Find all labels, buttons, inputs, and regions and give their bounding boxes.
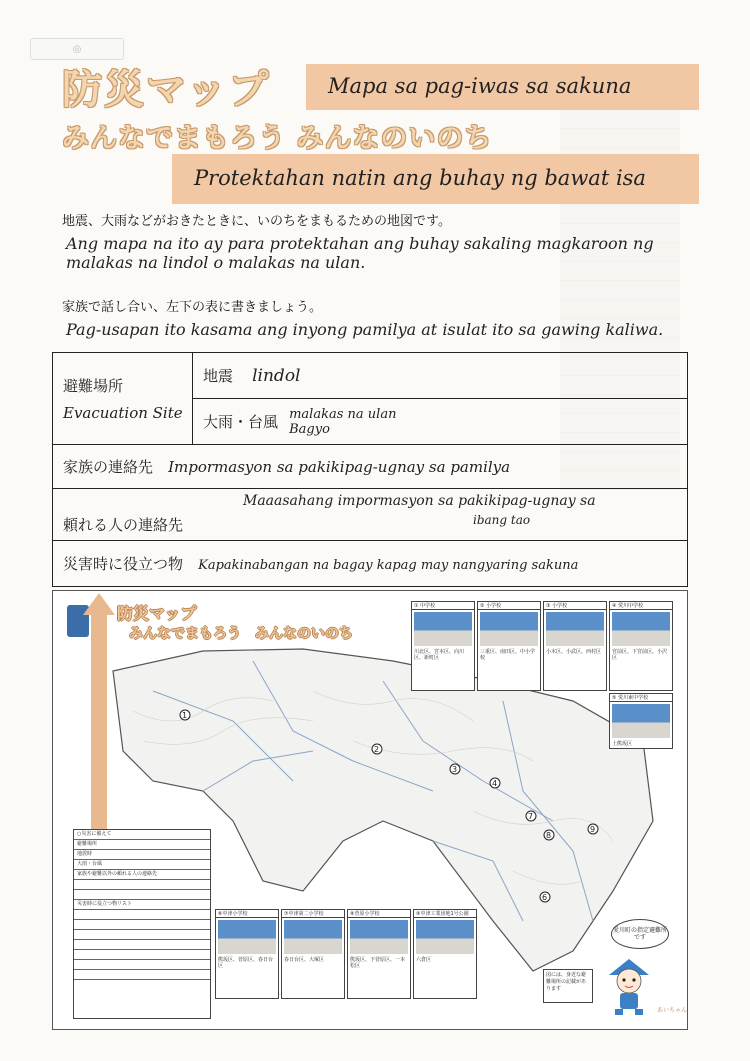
photo-card [411, 601, 475, 691]
form-row: 地震時 [74, 850, 210, 860]
rain-tl-1: malakas na ulan [289, 406, 397, 422]
photo-card [347, 909, 411, 999]
svg-text:9: 9 [590, 825, 596, 834]
trusted-tl-2: ibang tao [473, 513, 531, 527]
disaster-prep-form [73, 829, 211, 1019]
form-row [74, 930, 210, 940]
title-jp: 防災マップ [62, 67, 271, 113]
photo-label: ② 小学校 [478, 602, 540, 610]
photo-caption: 小木区、小武区、西村区 [546, 649, 602, 655]
photo-label: ⑤ 愛川東中学校 [610, 694, 672, 702]
family-tl: Impormasyon sa pakikipag-ugnay sa pamilya [168, 458, 511, 476]
photo-label: ③ 小学校 [544, 602, 606, 610]
form-row: 災害時に役立つ物リスト [74, 900, 210, 910]
subtitle-tl: Protektahan natin ang buhay ng bawat isa [194, 166, 646, 190]
school-photo [414, 612, 472, 646]
intro-tl: Ang mapa na ito ay para protektahan ang buhay sakaling magkaroon ng malakas na lindol o malakas na ulan. [66, 234, 654, 272]
instruction-tl: Pag-usapan ito kasama ang inyong pamilya at isulat ito sa gawing kaliwa. [66, 320, 664, 339]
photo-caption: 六倉区 [416, 957, 432, 963]
rain-cell[interactable] [193, 399, 688, 445]
form-row [74, 890, 210, 900]
quake-tl: lindol [252, 366, 301, 386]
family-jp: 家族の連絡先 [63, 458, 154, 476]
photo-caption: 宮前区、下宮前区、小沢区 [612, 649, 668, 661]
photo-label: ① 中学校 [412, 602, 474, 610]
evac-tl: Evacuation Site [63, 404, 183, 422]
photo-caption: 三重区、南田区、中小学校 [480, 649, 536, 661]
useful-items-cell[interactable] [53, 541, 688, 587]
trusted-jp: 頼れる人の連絡先 [63, 516, 184, 534]
photo-caption: 川北区、宮本区、向川区、新町区 [414, 649, 465, 661]
photo-label: ⑨中津工業団地1号公園 [414, 910, 476, 918]
title-translation-box [306, 64, 699, 110]
form-row [74, 940, 210, 950]
photo-caption: 熊坂区、菅原区、春日台区 [218, 957, 274, 969]
trusted-tl-1: Maaasahang impormasyon sa pakikipag-ugnay sa [243, 493, 596, 509]
photo-card [413, 909, 477, 999]
school-photo [612, 704, 670, 738]
photo-caption: 熊坂区、下菅原区、一本松区 [350, 957, 406, 969]
photo-card [477, 601, 541, 691]
intro-jp: 地震、大雨などがおきたときに、いのちをまもるための地図です。 [62, 214, 451, 229]
family-contact-cell[interactable] [53, 445, 688, 489]
school-photo [546, 612, 604, 646]
school-photo [218, 920, 276, 954]
photo-label: ④ 愛川中学校 [610, 602, 672, 610]
school-photo [284, 920, 342, 954]
photo-caption: 上熊坂区 [612, 741, 633, 747]
rain-jp: 大雨・台風 [203, 413, 279, 431]
mascot-icon [601, 953, 657, 1019]
corner-tab: ◎ [30, 38, 124, 60]
form-row [74, 920, 210, 930]
form-row: ○災害に備えて [74, 830, 210, 840]
map-subtitle: みんなでまもろう みんなのいのち [129, 626, 353, 642]
photo-card [281, 909, 345, 999]
useful-jp: 災害時に役立つ物 [63, 555, 184, 573]
form-row [74, 910, 210, 920]
svg-text:2: 2 [374, 745, 380, 754]
form-row [74, 880, 210, 890]
school-photo [350, 920, 408, 954]
form-row: 大雨・台風 [74, 860, 210, 870]
photo-card [609, 601, 673, 691]
form-row [74, 950, 210, 960]
school-photo [480, 612, 538, 646]
photo-card [609, 693, 673, 749]
map-title: 防災マップ [117, 604, 197, 623]
rain-tl-2: Bagyo [289, 421, 330, 437]
trusted-contact-cell[interactable] [53, 489, 688, 541]
photo-label: ⑥中津小学校 [216, 910, 278, 918]
evac-label-cell [53, 353, 193, 445]
photo-card [543, 601, 607, 691]
school-photo [416, 920, 474, 954]
mascot-name: あいちゃん [657, 1007, 688, 1014]
form-row: 避難場所 [74, 840, 210, 850]
evac-jp: 避難場所 [63, 377, 124, 395]
photo-label: ⑧菅原小学校 [348, 910, 410, 918]
useful-tl: Kapakinabangan na bagay kapag may nangyaring sakuna [198, 558, 579, 573]
svg-text:7: 7 [528, 812, 534, 821]
svg-text:8: 8 [546, 831, 552, 840]
svg-text:3: 3 [452, 765, 458, 774]
instruction-jp: 家族で話し合い、左下の表に書きましょう。 [62, 300, 323, 315]
svg-text:1: 1 [182, 711, 188, 720]
photo-caption: 春日台区、大塚区 [284, 957, 325, 963]
form-row [74, 970, 210, 980]
map-panel [52, 590, 688, 1030]
subtitle-translation-box [172, 154, 699, 204]
svg-text:6: 6 [542, 893, 548, 902]
form-row: 家族や避難以外の頼れる人の連絡先 [74, 870, 210, 880]
photo-label: ⑦中津第二小学校 [282, 910, 344, 918]
title-tl: Mapa sa pag-iwas sa sakuna [328, 74, 632, 98]
info-table [52, 352, 688, 587]
arrow-stem [91, 611, 107, 833]
photo-card [215, 909, 279, 999]
mascot-speech-bubble: 愛川町の指定避難所です [611, 919, 669, 949]
quake-cell[interactable] [193, 353, 688, 399]
form-row [74, 960, 210, 970]
map-note: 図には、身近な避難場所の記載があります [543, 969, 593, 1003]
quake-jp: 地震 [203, 367, 234, 385]
school-photo [612, 612, 670, 646]
svg-text:4: 4 [492, 779, 498, 788]
subtitle-jp: みんなでまもろう みんなのいのち [62, 123, 493, 154]
